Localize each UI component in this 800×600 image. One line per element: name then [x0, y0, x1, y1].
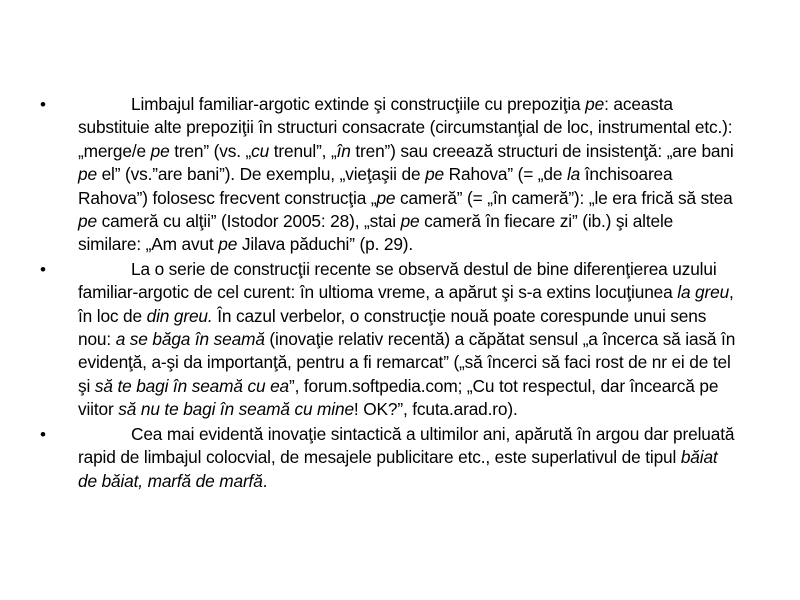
text-run: Cea mai evidentă inovaţie sintactică a ultimilor ani, apărută în argou dar preluată rapid de limbajul colocvial, de mesajele publicitare etc., este superlativul de tipul	[78, 423, 735, 468]
text-run: , în loc de	[78, 282, 734, 326]
italic-run: pe	[218, 234, 238, 255]
text-run: cameră cu alţii” (Istodor 2005: 28), „stai	[96, 211, 401, 232]
italic-run: pe	[376, 187, 396, 208]
text-run: trenul”, „	[269, 140, 337, 161]
bullet-marker: •	[40, 259, 46, 279]
text-run: cameră” (= „în cameră”): „le era frică să stea	[395, 187, 733, 208]
bullet-item	[40, 423, 740, 493]
paragraph-text	[78, 94, 734, 254]
text-run: Jilava păduchi” (p. 29).	[237, 234, 414, 255]
paragraph-text	[78, 424, 734, 491]
italic-run: pe	[150, 140, 170, 161]
paragraph-text	[78, 259, 735, 419]
bullet-item	[40, 93, 740, 257]
text-run: (inovaţie relativ recentă) a căpătat sensul „a încerca să iasă în evidenţă, a-şi da importanţă, pentru a fi remarcat” („să încerci să faci rost de nr ei de tel şi	[78, 329, 736, 396]
text-run: În cazul verbelor, o construcţie nouă poate corespunde unui sens nou:	[78, 305, 707, 350]
text-run: ”, forum.softpedia.com; „Cu tot respectul, dar încearcă pe viitor	[78, 375, 719, 420]
italic-run: să te bagi în seamă cu ea	[94, 375, 289, 396]
italic-run: la	[566, 164, 581, 185]
italic-run: a se băga în seamă	[115, 329, 265, 350]
text-run: tren”) sau creează structuri de insistenţă: „are bani	[350, 140, 734, 161]
bullet-list	[40, 93, 740, 494]
text-run: .	[262, 470, 268, 491]
bullet-item	[40, 258, 740, 422]
text-run: închisoarea Rahova”) folosesc frecvent construcţia „	[78, 164, 673, 208]
text-run: ! OK?”, fcuta.arad.ro).	[353, 399, 518, 420]
italic-run: în	[336, 140, 351, 161]
text-run: tren” (vs. „	[169, 140, 252, 161]
italic-run: pe	[425, 164, 445, 185]
italic-run: din greu.	[146, 305, 213, 326]
italic-run: pe	[78, 164, 97, 185]
text-run: : aceasta substituie alte prepoziţii în structuri consacrate (circumstanţial de loc, instrumental etc.): „merge/e	[78, 94, 733, 161]
text-run: La o serie de construcţii recente se observă destul de bine diferenţierea uzului familiar-argotic de cel curent: în ultioma vreme, a apărut şi s-a extins locuţiunea	[78, 258, 717, 303]
italic-run: pe	[585, 94, 605, 114]
italic-run: cu	[251, 140, 270, 161]
italic-run: să nu te bagi în seamă cu mine	[118, 399, 354, 420]
text-run: Limbajul familiar-argotic extinde şi construcţiile cu prepoziţia	[131, 94, 586, 114]
text-run: cameră în fiecare zi” (ib.) şi altele similare: „Am avut	[78, 211, 674, 255]
text-run: el” (vs.”are bani”). De exemplu, „vieţaşii de	[96, 164, 426, 185]
bullet-marker: •	[40, 95, 46, 114]
italic-run: pe	[78, 211, 97, 232]
italic-run: pe	[400, 211, 420, 232]
italic-run: la greu	[677, 282, 730, 303]
bullet-marker: •	[40, 424, 46, 444]
italic-run: băiat de băiat, marfă de marfă	[78, 447, 718, 491]
text-run: Rahova” (= „de	[444, 164, 567, 185]
